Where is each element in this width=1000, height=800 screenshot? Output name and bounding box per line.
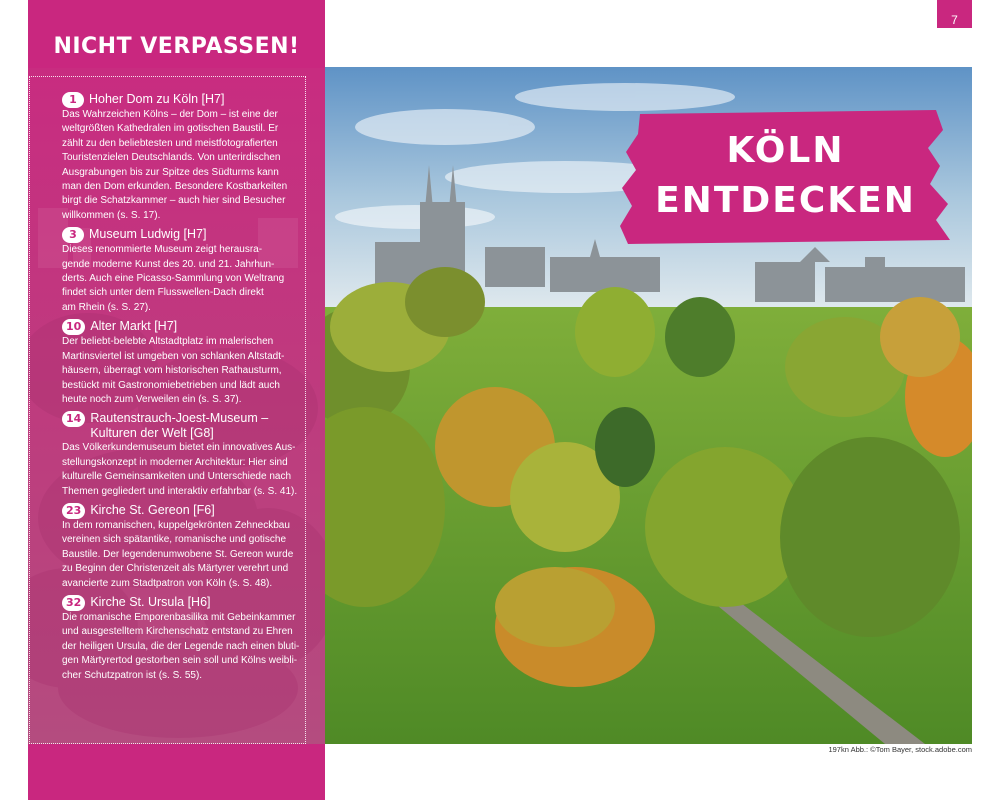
sight-description: Das Völkerkundemuseum bietet ein innovatives Aus- stellungskonzept in moderner Architektur: Hier sind kulturelle Gemeinsamkeiten und Unterschiede nach Themen gegliedert und interaktiv erfahrbar (s. S. 41). <box>62 442 298 497</box>
sight-number-badge: 3 <box>62 227 84 243</box>
photo-credit: 197kn Abb.: ©Tom Bayer, stock.adobe.com <box>828 745 972 754</box>
sight-title: Museum Ludwig [H7] <box>89 227 207 242</box>
sight-number-badge: 1 <box>62 92 84 108</box>
sidebar-dotted-frame-bottom <box>29 743 306 744</box>
sight-number-badge: 23 <box>62 503 85 519</box>
sight-title: Kirche St. Gereon [F6] <box>90 502 215 517</box>
sight-list <box>62 92 302 687</box>
sight-number-badge: 14 <box>62 411 85 427</box>
sight-description: Dieses renommierte Museum zeigt herausra- gende moderne Kunst des 20. und 21. Jahrhun- derts. Auch eine Picasso-Sammlung von Weltrang findet sich unter dem Flusswellen-Dach direkt am Rhein (s. S. 27). <box>62 244 285 313</box>
sight-title: Hoher Dom zu Köln [H7] <box>89 92 225 106</box>
sight-item <box>62 503 302 591</box>
title-brush-stroke <box>618 108 953 248</box>
sight-description: Der beliebt-belebte Altstadtplatz im malerischen Martinsviertel ist umgeben von schlanken Altstadt- häusern, überragt vom historischen Rathausturm, bestückt mit Gastronomiebetrieben und lädt auch heute noch zum Verweilen ein (s. S. 37). <box>62 336 285 405</box>
sidebar-heading: NICHT VERPASSEN! <box>53 34 300 59</box>
sight-item <box>62 319 302 407</box>
sight-item <box>62 411 302 499</box>
sight-number-badge: 32 <box>62 595 85 611</box>
hero-title-line2: ENTDECKEN <box>655 180 916 221</box>
sight-title: Kirche St. Ursula [H6] <box>90 594 211 609</box>
sight-title: Rautenstrauch-Joest-Museum – Kulturen der Welt [G8] <box>90 411 269 441</box>
sight-description: Das Wahrzeichen Kölns – der Dom – ist eine der weltgrößten Kathedralen im gotischen Baustil. Er zählt zu den beliebtesten und meistfotografierten Touristenzielen Deutschlands. Von unterirdischen Ausgrabungen bis zur Spitze des Südturms kann man den Dom erkunden. Besondere Kostbarkeiten birgt die Schatzkammer – auch hier sind Besucher willkommen (s. S. 17). <box>62 109 288 221</box>
hero-title-line1: KÖLN <box>726 130 845 171</box>
page-number: 7 <box>937 0 972 28</box>
sight-description: Die romanische Emporenbasilika mit Gebeinkammer und ausgestelltem Kirchenschatz entstand zu Ehren der heiligen Ursula, die der Legende nach einen bluti- gen Märtyrertod gestorben sein soll und Kölns weibli- cher Schutzpatron ist (s. S. 55). <box>62 611 300 681</box>
sight-item <box>62 227 302 315</box>
sight-title: Alter Markt [H7] <box>90 319 178 334</box>
sight-number-badge: 10 <box>62 319 85 335</box>
sight-item <box>62 595 302 683</box>
sidebar-dotted-frame-right <box>305 76 306 744</box>
sight-item <box>62 92 302 223</box>
sight-description: In dem romanischen, kuppelgekrönten Zehneckbau vereinen sich spätantike, romanische und gotische Baustile. Der legendenumwobene St. Gereon wurde zu Beginn der Christenzeit als Märtyrer verehrt und avancierte zum Stadtpatron von Köln (s. S. 48). <box>62 519 294 589</box>
